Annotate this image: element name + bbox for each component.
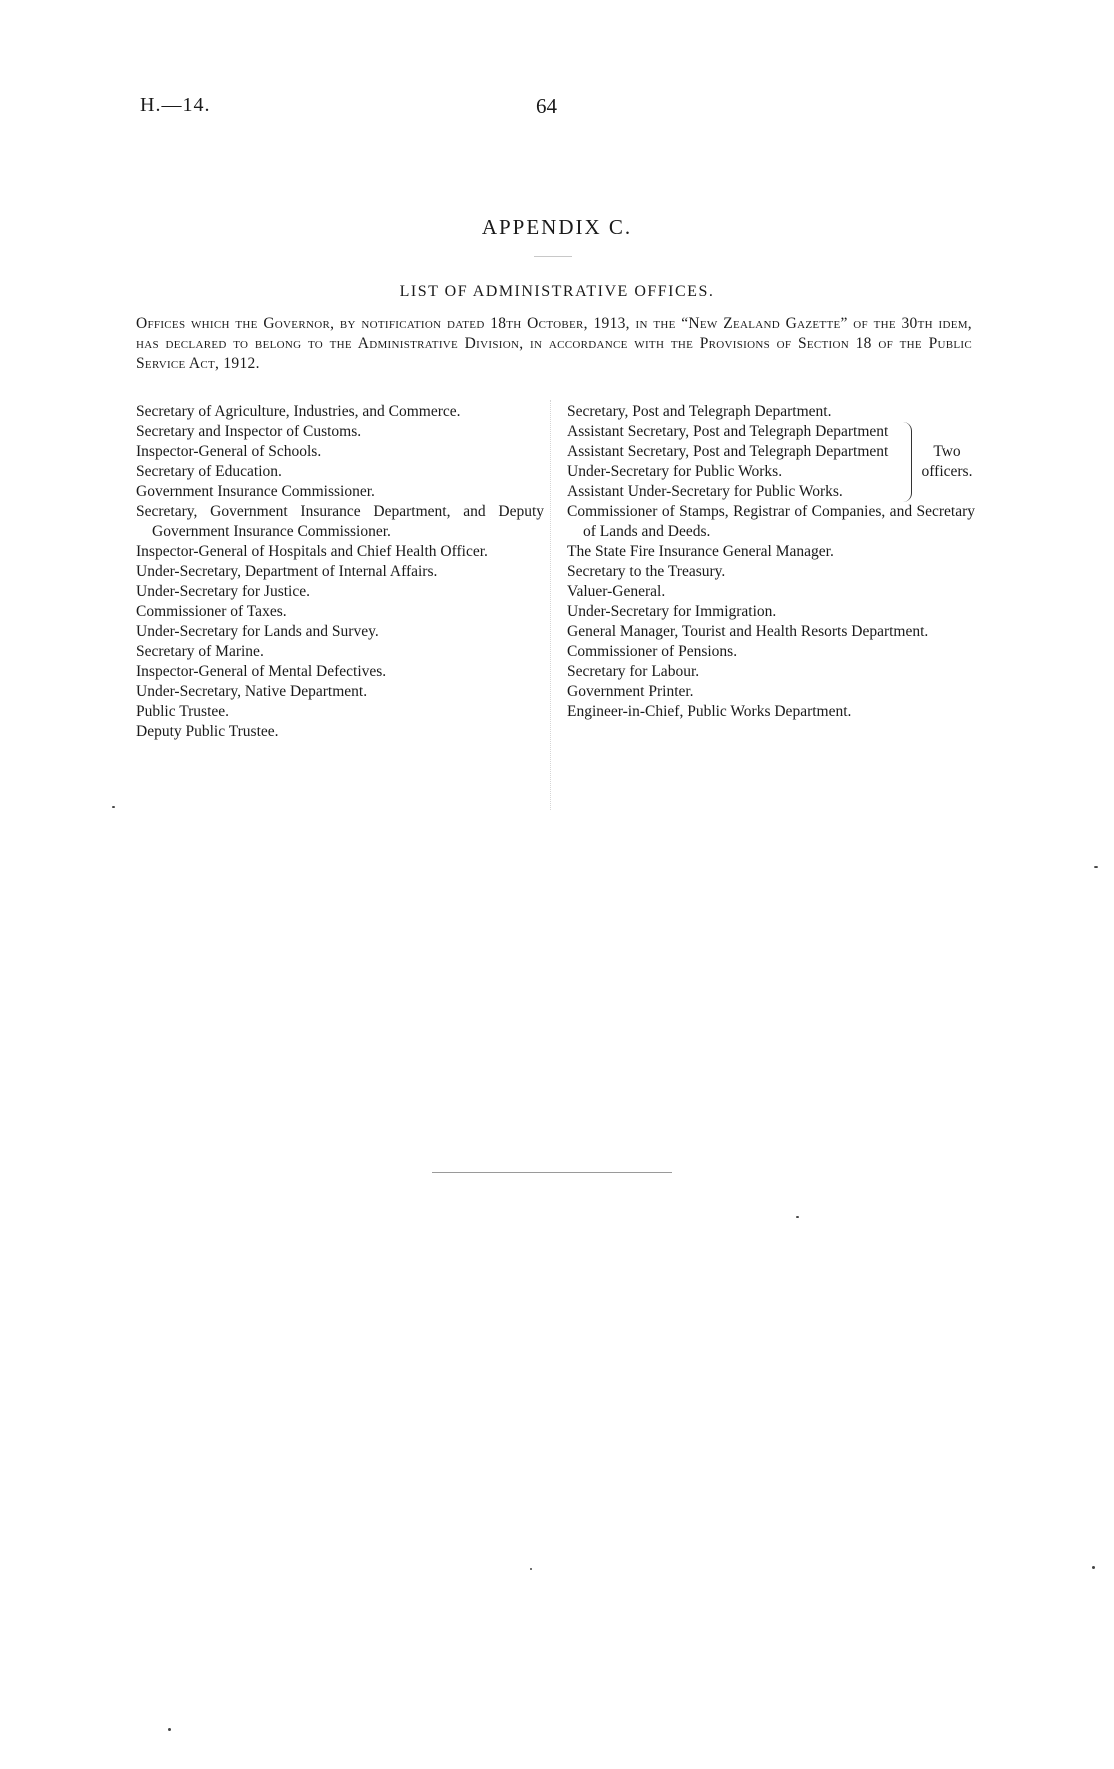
list-item: Under-Secretary for Justice.	[136, 583, 310, 600]
scan-speck	[112, 806, 115, 808]
column-divider	[550, 400, 551, 810]
list-item: Secretary of Education.	[136, 463, 282, 480]
list-item: Under-Secretary for Public Works.	[567, 463, 783, 480]
list-item: Commissioner of Taxes.	[136, 603, 287, 620]
intro-text: Offices which the Governor, by notification dated 18th October, 1913, in the “New Zealand Gazette” of the 30th idem, has declared to belong to the Administrative Division, in accordance with the Provisions of Section 18 of the Public Service Act, 1912.	[136, 315, 972, 372]
list-item: Assistant Secretary, Post and Telegraph Department	[567, 443, 889, 460]
title-rule	[534, 256, 572, 257]
list-item: Secretary for Labour.	[567, 663, 700, 680]
scan-speck	[530, 1568, 532, 1570]
list-item: Commissioner of Stamps, Registrar of Companies, and Secretary of Lands and Deeds.	[567, 503, 975, 540]
group-label: Two officers.	[921, 443, 973, 480]
document-code: H.—14.	[140, 94, 211, 116]
list-item: Assistant Under-Secretary for Public Works.	[567, 483, 843, 500]
list-item: Secretary to the Treasury.	[567, 563, 726, 580]
left-column	[136, 402, 544, 742]
list-item: Secretary and Inspector of Customs.	[136, 423, 362, 440]
list-item: Public Trustee.	[136, 703, 230, 720]
right-column	[567, 402, 975, 722]
list-item: Government Printer.	[567, 683, 694, 700]
list-item: Under-Secretary, Native Department.	[136, 683, 368, 700]
list-item: Secretary, Government Insurance Department, and Deputy Government Insurance Commissioner.	[136, 503, 544, 540]
list-item: The State Fire Insurance General Manager.	[567, 543, 834, 560]
list-item: Secretary of Agriculture, Industries, and Commerce.	[136, 403, 461, 420]
list-item: Under-Secretary for Lands and Survey.	[136, 623, 379, 640]
list-item: Secretary of Marine.	[136, 643, 264, 660]
list-item: Inspector-General of Schools.	[136, 443, 322, 460]
scan-speck	[1094, 866, 1098, 868]
scan-speck	[796, 1216, 799, 1218]
list-item: Inspector-General of Mental Defectives.	[136, 663, 387, 680]
list-item: Inspector-General of Hospitals and Chief Health Officer.	[136, 543, 488, 560]
end-rule	[432, 1172, 672, 1173]
appendix-title: APPENDIX C.	[481, 215, 633, 239]
list-item: Secretary, Post and Telegraph Department.	[567, 403, 832, 420]
list-item: Engineer-in-Chief, Public Works Department.	[567, 703, 852, 720]
scan-speck	[168, 1728, 171, 1731]
curly-brace	[903, 422, 912, 502]
list-item: Under-Secretary for Immigration.	[567, 603, 777, 620]
list-item: Commissioner of Pensions.	[567, 643, 738, 660]
page-number: 64	[536, 94, 557, 118]
intro-paragraph	[136, 314, 972, 374]
list-item: Government Insurance Commissioner.	[136, 483, 375, 500]
scan-speck	[1092, 1566, 1095, 1569]
list-item: General Manager, Tourist and Health Resorts Department.	[567, 623, 929, 640]
list-item: Under-Secretary, Department of Internal Affairs.	[136, 563, 438, 580]
list-title: LIST OF ADMINISTRATIVE OFFICES.	[399, 283, 715, 300]
list-item: Deputy Public Trustee.	[136, 723, 279, 740]
list-item: Assistant Secretary, Post and Telegraph Department	[567, 423, 889, 440]
list-item: Valuer-General.	[567, 583, 666, 600]
